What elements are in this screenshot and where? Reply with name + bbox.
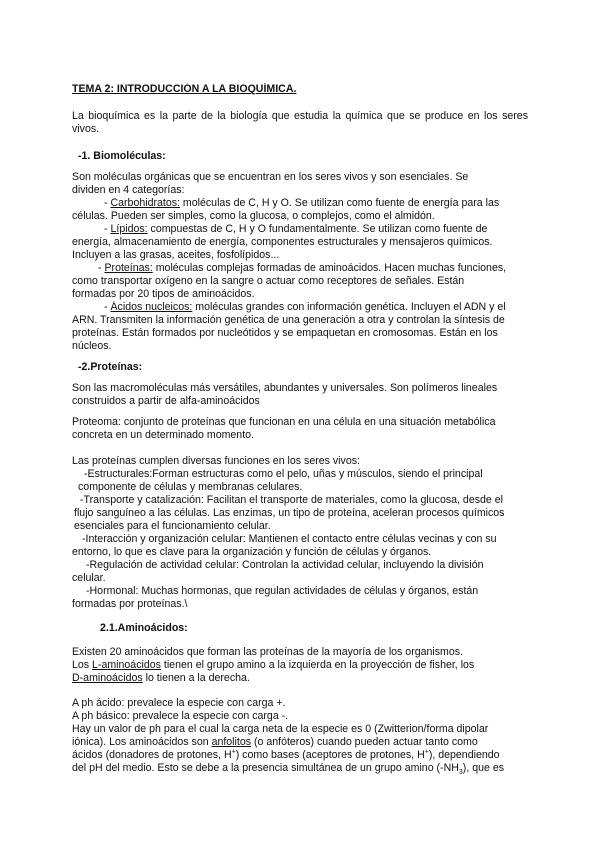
lipidos-line-2: Incluyen a las grasas, aceites, fosfolípidos... xyxy=(72,249,280,261)
carbohidratos-term: Carbohidratos: xyxy=(110,197,180,209)
function-line: -Estructurales:Forman estructuras como el pelo, uñas y músculos, siendo el principal xyxy=(84,468,483,480)
function-line: componente de células y membranas celulares. xyxy=(78,481,303,493)
carbohidratos-item: - Carbohidratos: moléculas de C, H y O. Se utilizan como fuente de energía para las xyxy=(104,197,500,209)
grupo-amino-line: del pH del medio. Esto se debe a la presencia simultánea de un grupo amino $(-NH_3)$, que es xyxy=(72,762,505,775)
lipidos-item: - Lípidos: compuestas de C, H y O fundamentalmente. Se utilizan como fuente de xyxy=(104,223,488,235)
aa-line-d: D-aminoácidos lo tienen a la derecha. xyxy=(72,672,250,684)
acidos-nucleicos-item: - Ácidos nucleicos: moléculas grandes con información genética. Incluyen el ADN y el xyxy=(104,301,506,313)
proteinas-line-2: formadas por 20 tipos de aminoácidos. xyxy=(72,288,255,300)
s2-para2-1: Proteoma: conjunto de proteínas que funcionan en una célula en una situación metabólica xyxy=(72,416,496,428)
intro-line-1: La bioquímica es la parte de la biología que estudia la química que se produce en los seres xyxy=(72,110,528,122)
section-2-1-heading: 2.1.Aminoácidos: xyxy=(100,622,188,634)
proteinas-term: Proteínas: xyxy=(104,262,153,274)
function-line: celular. xyxy=(72,572,106,584)
s2-para1-2: construidos a partir de alfa-aminoácidos xyxy=(72,395,260,407)
function-line: -Transporte y catalización: Facilitan el transporte de materiales, como la glucosa, desde el xyxy=(80,494,503,506)
function-line: -Regulación de actividad celular: Controlan la actividad celular, incluyendo la división xyxy=(86,559,484,571)
d-aminoacidos-term: D-aminoácidos xyxy=(72,672,143,684)
acidos-nucleicos-term: Ácidos nucleicos: xyxy=(110,301,193,313)
acidos-line-2: proteínas. Están formados por nucleótidos y se empaquetan en cromosomas. Están en los xyxy=(72,327,498,339)
lipidos-term: Lípidos: xyxy=(110,223,148,235)
acidos-line-3: núcleos. xyxy=(72,340,112,352)
intro-line-2: vivos. xyxy=(72,123,100,135)
s1-intro-2: dividen en 4 categorías: xyxy=(72,184,185,196)
acidos-line-1: ARN. Transmiten la información genética de una generación a otra y controlan la síntesis de xyxy=(72,314,505,326)
ph-acid-line: A ph ácido: prevalece la especie con carga +. xyxy=(72,697,286,709)
anfolitos-line: iónica). Los aminoácidos son anfolitos (o anfóteros) cuando pueden actuar tanto como xyxy=(72,736,478,748)
functions-intro: Las proteínas cumplen diversas funciones en los seres vivos: xyxy=(72,455,360,467)
ph-basic-line: A ph básico: prevalece la especie con carga -. xyxy=(72,710,289,722)
section-2-heading: -2.Proteínas: xyxy=(78,361,143,373)
document-title: TEMA 2: INTRODUCCIÓN A LA BIOQUÍMICA. xyxy=(72,83,297,95)
l-aminoacidos-term: L-aminoácidos xyxy=(92,659,161,671)
function-line: esenciales para el funcionamiento celular. xyxy=(74,520,271,532)
proteinas-line-1: como transportar oxígeno en la sangre o actuar como receptores de señales. Están xyxy=(72,275,465,287)
anfolitos-term: anfolitos xyxy=(211,736,252,748)
function-line: entorno, lo que es clave para la organización y función de células y órganos. xyxy=(72,546,432,558)
lipidos-line-1: energía, almacenamiento de energía, componentes estructurales y mensajeros químicos. xyxy=(72,236,493,248)
s2-para2-2: concreta en un determinado momento. xyxy=(72,429,254,441)
function-line: -Interacción y organización celular: Mantienen el contacto entre células vecinas y con su xyxy=(82,533,497,545)
function-line: flujo sanguíneo a las células. Las enzimas, un tipo de proteína, aceleran procesos químicos xyxy=(74,507,505,519)
aa-line-1: Existen 20 aminoácidos que forman las proteínas de la mayoría de los organismos. xyxy=(72,646,464,658)
function-line: formadas por proteínas.\ xyxy=(72,598,188,610)
ph-zwitterion-line: Hay un valor de ph para el cual la carga neta de la especie es 0 (Zwitterion/forma dipolar xyxy=(72,723,489,735)
function-line: -Hormonal: Muchas hormonas, que regulan actividades de células y órganos, están xyxy=(86,585,479,597)
section-1-heading: -1. Biomoléculas: xyxy=(78,150,166,162)
s2-para1-1: Son las macromoléculas más versátiles, abundantes y universales. Son polímeros lineales xyxy=(72,382,498,394)
donadores-line: ácidos (donadores de protones, H+) como bases (aceptores de protones, H+), dependiendo xyxy=(72,749,500,761)
proteinas-item: - Proteínas: moléculas complejas formadas de aminoácidos. Hacen muchas funciones, xyxy=(98,262,507,274)
s1-intro-1: Son moléculas orgánicas que se encuentran en los seres vivos y son esenciales. Se xyxy=(72,171,469,183)
carbohidratos-line: células. Pueden ser simples, como la glucosa, o complejos, como el almidón. xyxy=(72,210,435,222)
aa-line-l: Los L-aminoácidos tienen el grupo amino a la izquierda en la proyección de fisher, los xyxy=(72,659,475,671)
